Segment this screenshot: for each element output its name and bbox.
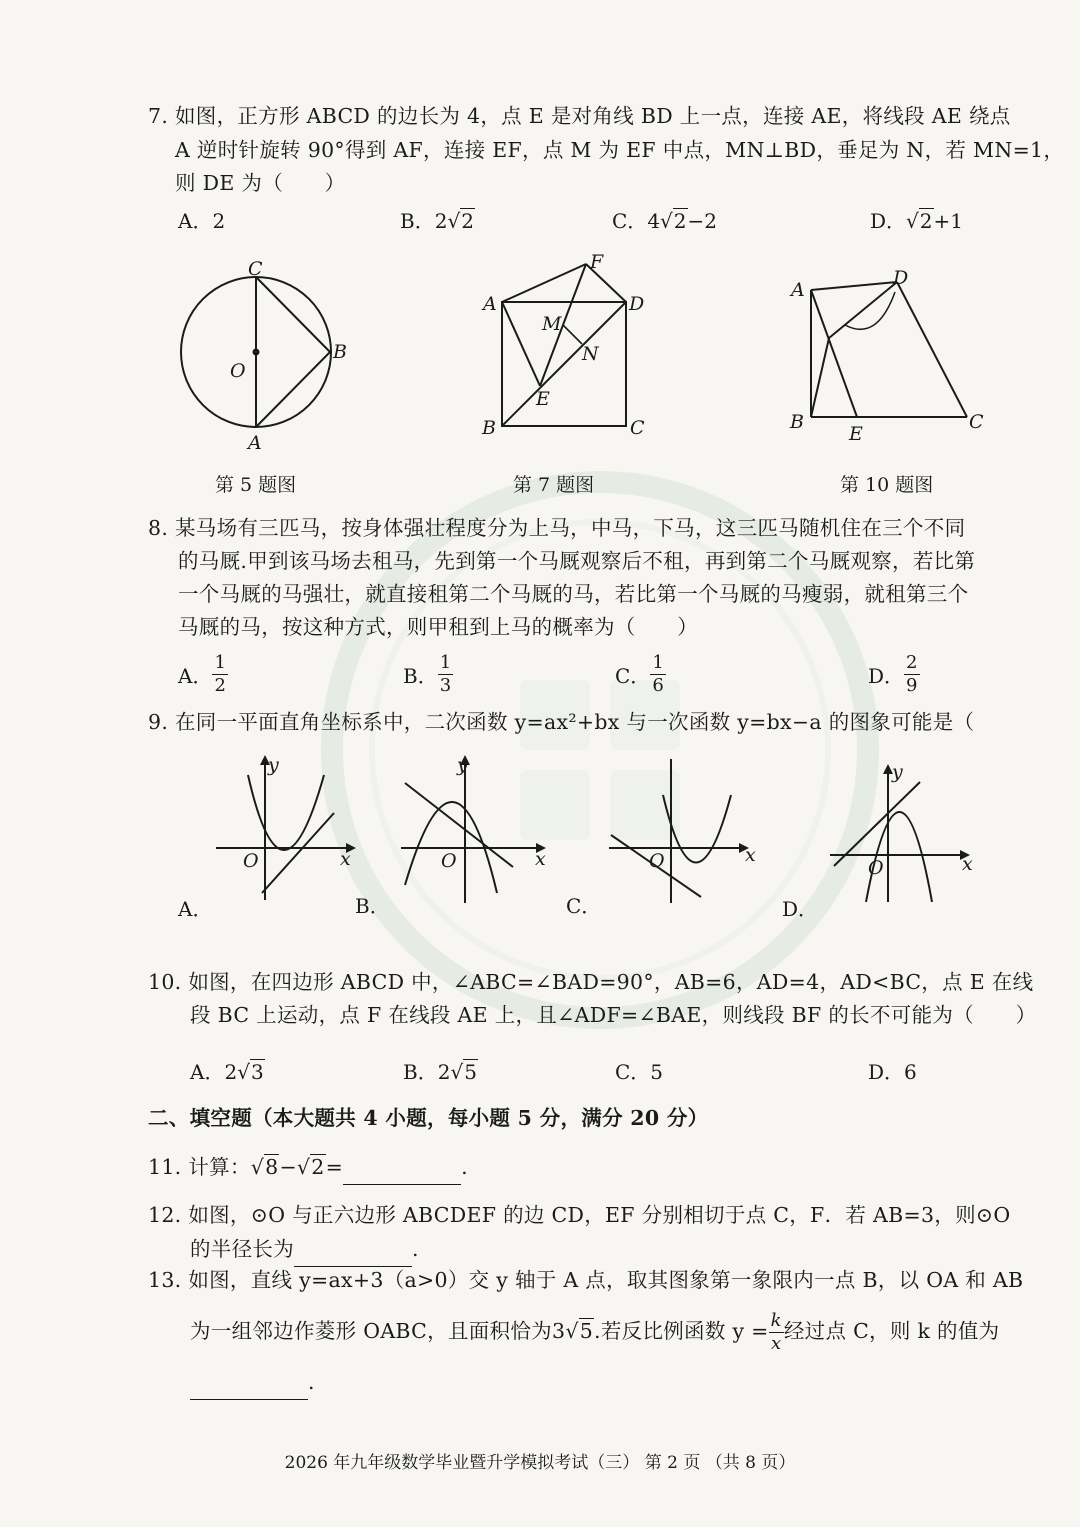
q10-option-b-coef: 2 — [437, 1060, 451, 1084]
fig7-label-a: A — [483, 293, 497, 315]
q13-line2-text-a: 为一组邻边作菱形 OABC，且面积恰为 — [190, 1319, 552, 1343]
section-2-heading: 二、填空题（本大题共 4 小题，每小题 5 分，满分 20 分） — [148, 1106, 709, 1130]
fig5-label-b: B — [333, 341, 347, 363]
q10-option-a-label: A． — [190, 1060, 225, 1084]
q10-option-b-radicand: 5 — [464, 1060, 477, 1084]
q10-option-d: D．6 — [868, 1060, 917, 1084]
q12-line2-text: 的半径长为 — [190, 1237, 294, 1261]
q9-option-a: A． — [178, 897, 213, 921]
q13-line3 — [190, 1366, 315, 1400]
q7-option-b-radicand: 2 — [461, 209, 474, 233]
figure-7-square — [478, 252, 653, 442]
fig10-label-a: A — [791, 279, 805, 301]
q7-line3: 则 DE 为（ ） — [175, 171, 346, 195]
q9-graph-d — [828, 762, 988, 912]
fig7-label-m: M — [542, 313, 562, 335]
q7-option-b-coef: 2 — [434, 209, 448, 233]
q8-option-b-numerator: 1 — [439, 652, 452, 673]
q12-end: . — [412, 1237, 419, 1261]
q9a-axis-x: x — [340, 848, 351, 870]
q7-option-c-coef: 4 — [647, 209, 661, 233]
q9-option-c: C． — [566, 894, 602, 918]
q8-option-b-denominator: 3 — [439, 675, 452, 696]
q8-option-c — [615, 652, 666, 697]
q13-radicand: 5 — [579, 1319, 594, 1343]
q8-option-d-label: D． — [868, 664, 905, 688]
fig7-label-e: E — [536, 388, 550, 410]
q13-line2-text-b: .若反比例函数 y = — [594, 1319, 769, 1343]
q9d-axis-y: y — [892, 761, 903, 783]
q8-line3: 一个马厩的马强壮，就直接租第二个马厩的马，若比第一个马厩的马瘦弱，就租第三个 — [178, 582, 969, 606]
q11-radicand-2: 2 — [311, 1155, 325, 1179]
q8-option-c-numerator: 1 — [652, 652, 664, 673]
q9a-origin: O — [243, 850, 259, 872]
fig7-label-d: D — [629, 293, 645, 315]
q9b-axis-x: x — [535, 848, 546, 870]
q13-answer-blank[interactable] — [190, 1366, 308, 1400]
q9-graph-b — [395, 755, 555, 905]
fig7-label-c: C — [630, 417, 645, 439]
q13-fraction-numerator: k — [770, 1310, 782, 1331]
q10-option-c: C．5 — [615, 1060, 664, 1084]
q9-option-b: B． — [355, 894, 390, 918]
q7-option-c-radicand: 2 — [673, 209, 687, 233]
fig10-label-e: E — [849, 423, 863, 445]
q8-option-c-denominator: 6 — [652, 675, 664, 696]
figure-5-circle — [170, 255, 360, 455]
q8-line4: 马厩的马，按这种方式，则甲租到上马的概率为（ ） — [178, 615, 698, 639]
q9a-axis-y: y — [268, 754, 279, 776]
q11-radicand-1: 8 — [265, 1155, 279, 1179]
fig7-label-f: F — [590, 251, 604, 273]
q9-line1: 9. 在同一平面直角坐标系中，二次函数 y=ax²+bx 与一次函数 y=bx−a 的图象可能是（ — [148, 710, 975, 734]
q7-option-d: D．√2+1 — [870, 209, 964, 233]
q11-end: . — [461, 1155, 468, 1179]
q11-prefix: 11. 计算： — [148, 1155, 251, 1179]
q8-line1: 8. 某马场有三匹马，按身体强壮程度分为上马，中马，下马，这三匹马随机住在三个不同 — [148, 516, 966, 540]
q11-minus: − — [279, 1155, 297, 1179]
fig7-label-n: N — [582, 343, 599, 365]
q7-line2: A 逆时针旋转 90°得到 AF，连接 EF，点 M 为 EF 中点，MN⊥BD，垂足为 N，若 MN=1， — [175, 138, 1065, 162]
q7-option-b-label: B． — [400, 209, 435, 233]
figure-10-quadrilateral — [785, 262, 995, 447]
q10-option-b-label: B． — [403, 1060, 438, 1084]
q7-option-d-label: D． — [870, 209, 907, 233]
q8-option-d — [868, 652, 920, 697]
q7-option-c: C．4√2−2 — [612, 209, 718, 233]
q7-option-d-radicand: 2 — [919, 209, 933, 233]
q7-option-c-suffix: −2 — [687, 209, 718, 233]
q7-option-c-label: C． — [612, 209, 648, 233]
page-footer: 2026 年九年级数学毕业暨升学模拟考试（三） 第 2 页 （共 8 页） — [284, 1453, 796, 1473]
q12-line1: 12. 如图，⊙O 与正六边形 ABCDEF 的边 CD，EF 分别相切于点 C，F．若 AB=3，则⊙O — [148, 1203, 1011, 1227]
q12-line2 — [190, 1233, 419, 1267]
q13-fraction-denominator: x — [771, 1333, 782, 1354]
q8-option-d-numerator: 2 — [906, 652, 918, 673]
q9-graph-c — [605, 755, 765, 905]
q8-option-c-label: C． — [615, 664, 651, 688]
q10-option-a-coef: 2 — [224, 1060, 238, 1084]
q9d-origin: O — [868, 857, 884, 879]
q7-option-b: B．2√2 — [400, 209, 474, 233]
figure-7-caption: 第 7 题图 — [513, 474, 595, 496]
fig5-label-o: O — [230, 360, 246, 382]
figure-10-caption: 第 10 题图 — [840, 474, 934, 496]
q9b-origin: O — [441, 850, 457, 872]
fig5-label-a: A — [248, 432, 262, 454]
fig10-label-d: D — [893, 267, 909, 289]
q9b-axis-y: y — [457, 754, 468, 776]
q7-option-d-suffix: +1 — [933, 209, 964, 233]
q8-option-d-denominator: 9 — [906, 675, 918, 696]
q9-graph-a — [210, 755, 360, 905]
q13-line2: 为一组邻边作菱形 OABC，且面积恰为3√5.若反比例函数 y = $\frac{k}{x}$ 经过点 C，则 k 的值为 — [190, 1310, 1000, 1354]
q13-line2-text-c: 经过点 C，则 k 的值为 — [783, 1319, 1000, 1343]
q8-line2: 的马厩.甲到该马场去租马，先到第一个马厩观察后不租，再到第二个马厩观察，若比第 — [178, 549, 976, 573]
fig7-label-b: B — [482, 417, 496, 439]
figure-5-caption: 第 5 题图 — [215, 474, 297, 496]
q10-line1: 10. 如图，在四边形 ABCD 中，∠ABC=∠BAD=90°，AB=6，AD=4，AD<BC，点 E 在线 — [148, 970, 1034, 994]
q10-line2: 段 BC 上运动，点 F 在线段 AE 上，且∠ADF=∠BAE，则线段 BF 的长不可能为（ ） — [190, 1003, 1037, 1027]
q8-option-a-label: A． — [178, 664, 213, 688]
fig10-label-b: B — [790, 411, 804, 433]
q11-answer-blank[interactable] — [343, 1151, 461, 1185]
q13-line1: 13. 如图，直线 y=ax+3（a>0）交 y 轴于 A 点，取其图象第一象限内一点 B，以 OA 和 AB — [148, 1268, 1024, 1292]
q11-equals: = — [325, 1155, 344, 1179]
q11: 11. 计算：√8−√2= . — [148, 1151, 468, 1185]
q9c-axis-x: x — [745, 844, 756, 866]
q8-option-b-label: B． — [403, 664, 438, 688]
q13-end: . — [308, 1370, 315, 1394]
q12-answer-blank[interactable] — [294, 1233, 412, 1267]
q7-option-a: A．2 — [178, 209, 226, 233]
q10-option-a: A．2√3 — [190, 1060, 264, 1084]
q9-option-d: D． — [782, 897, 819, 921]
fig10-label-c: C — [969, 411, 984, 433]
q10-option-b: B．2√5 — [403, 1060, 477, 1084]
fig5-label-c: C — [248, 258, 263, 280]
q9d-axis-x: x — [962, 853, 973, 875]
q8-option-b — [403, 652, 453, 697]
q9c-origin: O — [649, 850, 665, 872]
q8-option-a-denominator: 2 — [214, 675, 226, 696]
q8-option-a — [178, 652, 228, 697]
q10-option-a-radicand: 3 — [250, 1060, 264, 1084]
q13-coef: 3 — [551, 1319, 566, 1343]
q8-option-a-numerator: 1 — [214, 652, 226, 673]
q7-line1: 7. 如图，正方形 ABCD 的边长为 4，点 E 是对角线 BD 上一点，连接 AE，将线段 AE 绕点 — [148, 104, 1011, 128]
